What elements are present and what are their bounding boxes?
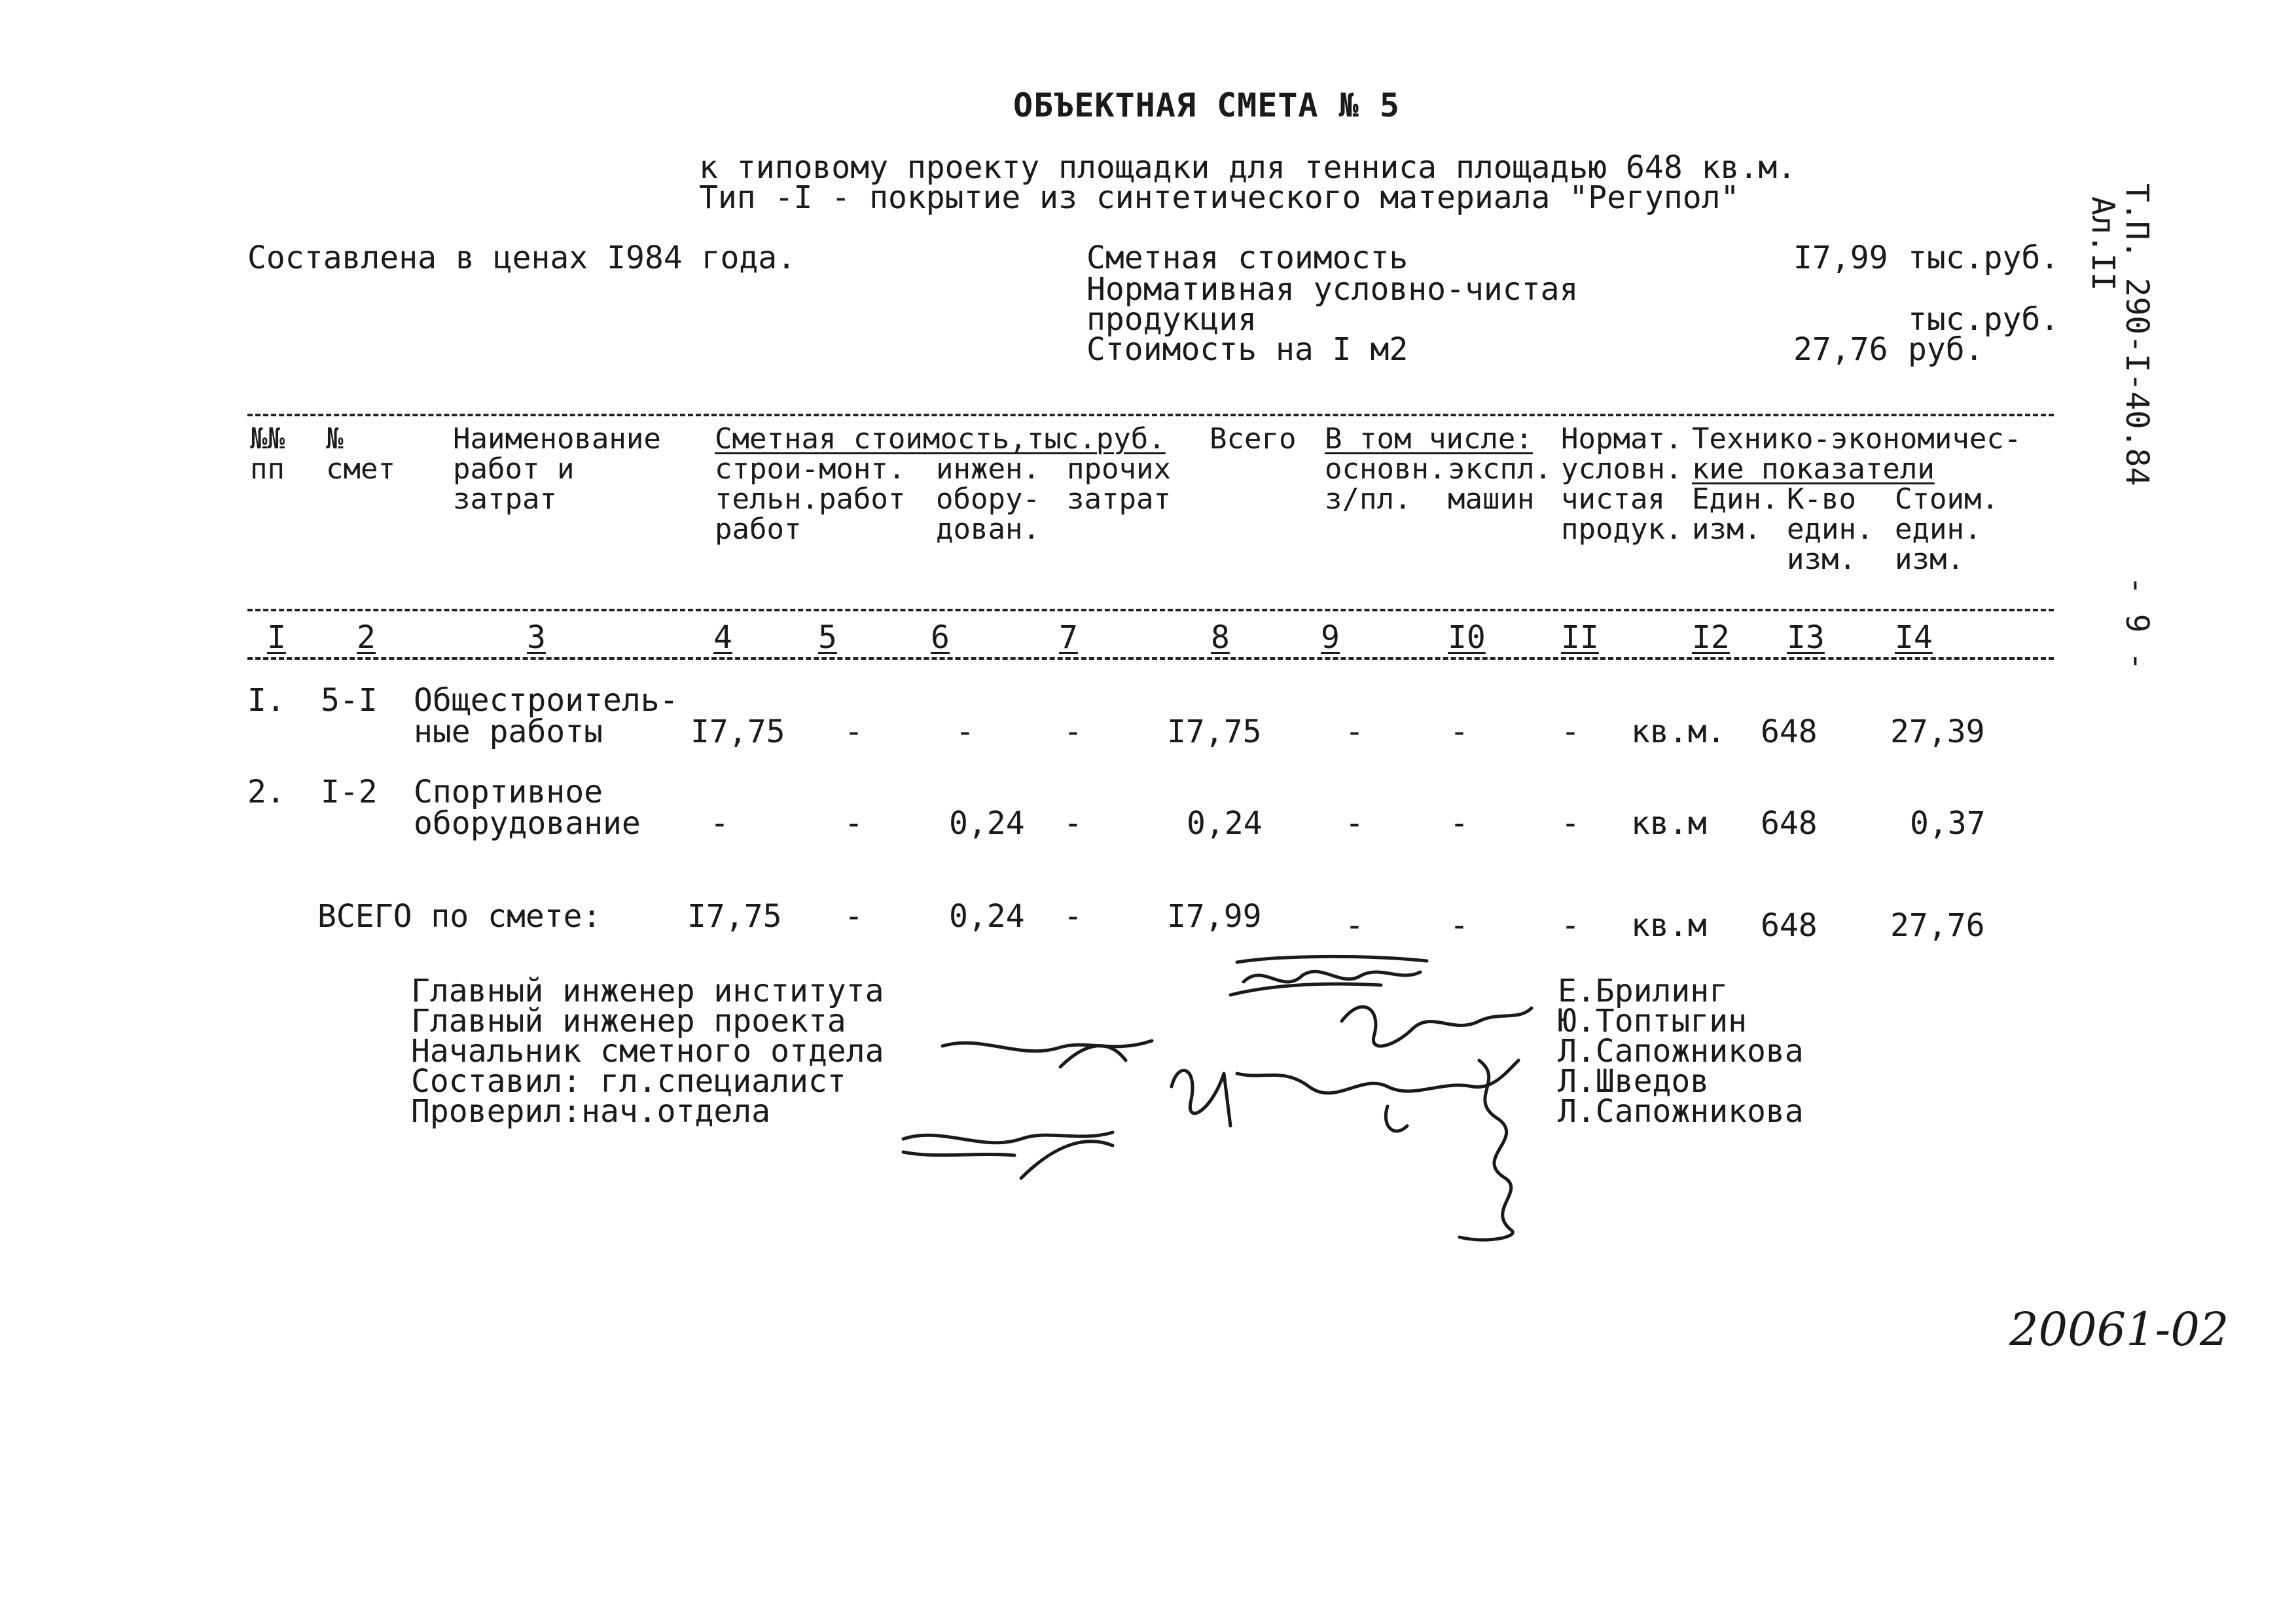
cell-c12: кв.м. bbox=[1631, 713, 1726, 750]
row-number: I. bbox=[247, 682, 285, 719]
cell-c12: кв.м bbox=[1631, 805, 1707, 842]
hdr-c13-l2: един. bbox=[1787, 513, 1874, 546]
hdr-c6-l3: дован. bbox=[936, 513, 1040, 546]
signatory-role: Проверил:нач.отдела bbox=[411, 1093, 771, 1130]
cell-c11: - bbox=[1561, 713, 1580, 750]
hdr-c1-l1: №№ bbox=[250, 422, 285, 456]
summary-norm-label-2: продукция bbox=[1086, 301, 1257, 338]
hdr-c6-l1: инжен. bbox=[936, 452, 1040, 486]
signatory-role: Составил: гл.специалист bbox=[411, 1063, 846, 1100]
cell-c4: - bbox=[710, 805, 729, 842]
cell-c5: - bbox=[844, 713, 863, 750]
colnum: II bbox=[1561, 619, 1599, 656]
total-label: ВСЕГО по смете: bbox=[317, 898, 601, 935]
colnum: I2 bbox=[1692, 619, 1730, 656]
cell-c4: I7,75 bbox=[691, 713, 785, 750]
hdr-c7-l1: прочих bbox=[1067, 452, 1171, 486]
signatory-name: Л.Сапожникова bbox=[1558, 1093, 1804, 1130]
hdr-c4-l2: тельн.работ bbox=[715, 482, 906, 516]
summary-per-m2-label: Стоимость на I м2 bbox=[1086, 331, 1408, 368]
signatory-role: Главный инженер проекта bbox=[411, 1003, 846, 1039]
hdr-c2-l2: смет bbox=[326, 452, 395, 486]
cell-c7: - bbox=[1064, 713, 1083, 750]
colnum: 3 bbox=[527, 619, 546, 656]
colnum: 5 bbox=[818, 619, 837, 656]
cell-c13: 648 bbox=[1761, 805, 1818, 842]
hdr-c3-l2: работ и bbox=[453, 452, 575, 486]
hdr-c7-l2: затрат bbox=[1067, 482, 1171, 516]
cell-c14: 0,37 bbox=[1910, 805, 1986, 842]
colnum: 8 bbox=[1211, 619, 1230, 656]
row-name-l2: ные работы bbox=[414, 713, 603, 750]
row-name-l2: оборудование bbox=[414, 805, 641, 842]
cell-c11: - bbox=[1561, 805, 1580, 842]
cell-c8: I7,75 bbox=[1167, 713, 1262, 750]
total-c9: - bbox=[1345, 907, 1364, 944]
row-name-l1: Спортивное bbox=[414, 774, 603, 810]
hdr-c4-l3: работ bbox=[715, 513, 802, 546]
colnum: 9 bbox=[1321, 619, 1340, 656]
hdr-c8: Всего bbox=[1210, 422, 1297, 456]
cell-c8: 0,24 bbox=[1187, 805, 1263, 842]
row-smeta: 5-I bbox=[321, 682, 378, 719]
side-stamp-code: Т.П. 290-I-40.84 bbox=[2119, 183, 2155, 486]
colnum: 6 bbox=[931, 619, 950, 656]
total-c10: - bbox=[1450, 907, 1469, 944]
signatory-name: Л.Шведов bbox=[1558, 1063, 1710, 1100]
hdr-group-incl: В том числе: bbox=[1325, 422, 1533, 456]
summary-per-m2-unit: руб. bbox=[1908, 331, 1984, 368]
cell-c10: - bbox=[1450, 713, 1469, 750]
hdr-c9-l2: з/пл. bbox=[1325, 482, 1412, 516]
hdr-c6-l2: обору- bbox=[936, 482, 1040, 516]
hdr-c12-l1: Един. bbox=[1692, 482, 1779, 516]
row-name-l1: Общестроитель- bbox=[414, 682, 679, 719]
hdr-c14-l1: Стоим. bbox=[1895, 482, 1999, 516]
hdr-group-tech-2: кие показатели bbox=[1692, 452, 1935, 486]
cell-c10: - bbox=[1450, 805, 1469, 842]
hdr-group-tech-1: Технико-экономичес- bbox=[1692, 422, 2022, 456]
colnum: I0 bbox=[1448, 619, 1486, 656]
hdr-c10-l1: экспл. bbox=[1448, 452, 1552, 486]
colnum: 4 bbox=[713, 619, 732, 656]
summary-cost-label: Сметная стоимость bbox=[1086, 240, 1408, 276]
hdr-group-cost: Сметная стоимость,тыс.руб. bbox=[715, 422, 1166, 456]
hdr-c1-l2: пп bbox=[250, 452, 285, 486]
hdr-c3-l3: затрат bbox=[453, 482, 557, 516]
hdr-c2-l1: № bbox=[326, 422, 344, 456]
cell-c14: 27,39 bbox=[1890, 713, 1985, 750]
cell-c6: - bbox=[956, 713, 975, 750]
total-c7: - bbox=[1064, 898, 1083, 935]
total-c11: - bbox=[1561, 907, 1580, 944]
hdr-c14-l3: изм. bbox=[1895, 543, 1964, 576]
summary-cost-value: I7,99 bbox=[1793, 240, 1888, 276]
hdr-c11-l1: Нормат. bbox=[1561, 422, 1683, 456]
hdr-c4-l1: строи-монт. bbox=[715, 452, 906, 486]
colnum: I4 bbox=[1895, 619, 1933, 656]
document-title: ОБЪЕКТНАЯ СМЕТА № 5 bbox=[1013, 86, 1400, 124]
total-c6: 0,24 bbox=[949, 898, 1025, 935]
colnum: I3 bbox=[1787, 619, 1825, 656]
side-stamp-sheet: Ал.II bbox=[2085, 196, 2121, 291]
subtitle-line-2: Тип -I - покрытие из синтетического материала "Регупол" bbox=[699, 179, 1740, 216]
colnum: I bbox=[267, 619, 286, 656]
signatory-role: Главный инженер института bbox=[411, 973, 884, 1009]
row-number: 2. bbox=[247, 774, 285, 810]
total-c14: 27,76 bbox=[1890, 907, 1985, 944]
hdr-c11-l2: условн. bbox=[1561, 452, 1683, 486]
cell-c7: - bbox=[1064, 805, 1083, 842]
hdr-c12-l2: изм. bbox=[1692, 513, 1761, 546]
signatory-name: Е.Брилинг bbox=[1558, 973, 1729, 1009]
summary-per-m2-value: 27,76 bbox=[1793, 331, 1888, 368]
cell-c13: 648 bbox=[1761, 713, 1818, 750]
hdr-c14-l2: един. bbox=[1895, 513, 1982, 546]
summary-norm-label-1: Нормативная условно-чистая bbox=[1086, 271, 1579, 308]
total-c13: 648 bbox=[1761, 907, 1818, 944]
cell-c5: - bbox=[844, 805, 863, 842]
hdr-c3-l1: Наименование bbox=[453, 422, 661, 456]
subtitle-line-1: к типовому проекту площадки для тенниса площадью 648 кв.м. bbox=[699, 149, 1797, 186]
total-c4: I7,75 bbox=[687, 898, 782, 935]
hdr-c11-l3: чистая bbox=[1561, 482, 1665, 516]
summary-cost-unit: тыс.руб. bbox=[1908, 240, 2060, 276]
prices-note: Составлена в ценах I984 года. bbox=[247, 240, 797, 276]
cell-c6: 0,24 bbox=[949, 805, 1025, 842]
hdr-c13-l3: изм. bbox=[1787, 543, 1856, 576]
hdr-c9-l1: основн. bbox=[1325, 452, 1446, 486]
hdr-c10-l2: машин bbox=[1448, 482, 1535, 516]
total-c8: I7,99 bbox=[1167, 898, 1262, 935]
signatory-role: Начальник сметного отдела bbox=[411, 1033, 884, 1070]
total-c5: - bbox=[844, 898, 863, 935]
colnum: 2 bbox=[357, 619, 376, 656]
total-c12: кв.м bbox=[1631, 907, 1707, 944]
row-smeta: I-2 bbox=[321, 774, 378, 810]
signatory-name: Л.Сапожникова bbox=[1558, 1033, 1804, 1070]
cell-c9: - bbox=[1345, 713, 1364, 750]
colnum: 7 bbox=[1059, 619, 1078, 656]
cell-c9: - bbox=[1345, 805, 1364, 842]
signatory-name: Ю.Топтыгин bbox=[1558, 1003, 1747, 1039]
hdr-c13-l1: К-во bbox=[1787, 482, 1856, 516]
side-stamp-page: - 9 - bbox=[2119, 576, 2155, 671]
handwritten-number: 20061-02 bbox=[2009, 1303, 2229, 1356]
summary-norm-unit: тыс.руб. bbox=[1908, 301, 2060, 338]
hdr-c11-l4: продук. bbox=[1561, 513, 1683, 546]
